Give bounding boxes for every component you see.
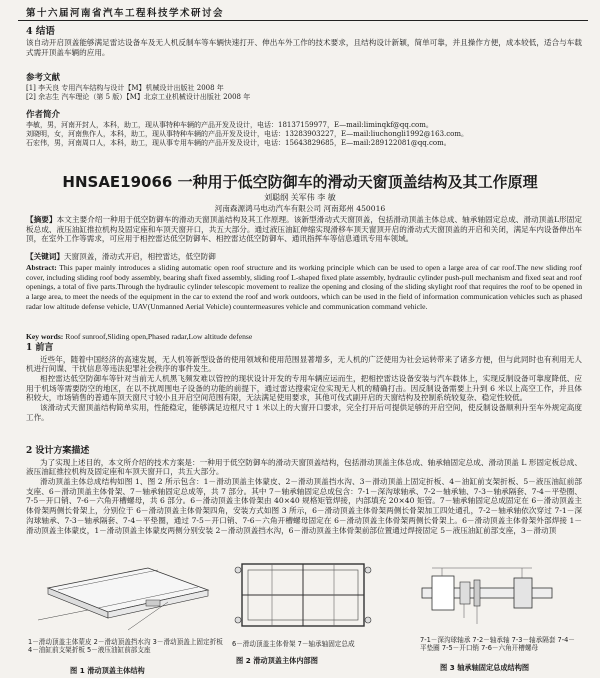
paper-title: HNSAE19066 一种用于低空防御车的滑动天窗顶盖结构及其工作原理	[62, 173, 538, 191]
author-intro-heading: 作者简介	[26, 110, 61, 120]
keywords-cn	[26, 252, 582, 262]
conclusion-text: 该自动开启顶盖能够满足雷达设备车及无人机反制车等车辆快速打开、伸出车外工作的技术要求，且结构设计新颖，简单可靠，并且操作方便，成本较低，适合与车载式需开顶盖车辆的应用。	[26, 38, 582, 57]
keywords-en-label: Key words:	[26, 332, 64, 341]
figure-1-roof-assembly-drawing	[28, 560, 218, 636]
figure-1-title: 图 1 滑动顶盖主体结构	[70, 666, 145, 675]
abstract-cn	[26, 215, 582, 244]
abstract-en-text: This paper mainly introduces a sliding automatic open roof structure and its working principle which can be used to open a large area of car roof.The new sliding roof cover, including sliding roof body assembly, bearing shaft fixed assembly, sliding roof L-shaped fixed plate assembly, hydraulic cylinder push-pull mechanism and fixed seat and roof openings, a total of five parts.Through the hydraulic cylinder telescopic movement to realize the opening and closing of the sliding skylight roof that requires the roof to be opened in a large area, to meet the needs of the equipment in the car to extend the roof and work outdoors, which can be used in the field of information communication vehicles such as phased radar low altitude defense vehicle, UAV(Unmanned Aerial Vehicle) countermeasures vehicle and communication command vehicle.	[26, 263, 582, 311]
figure-3-title: 图 3 轴承轴固定总成结构图	[440, 663, 530, 672]
author-intro-item: 刘晓明，女，河南焦作人，本科，助工，现从事特种车辆的产品开发及设计，电话：13283903227，E—mail:liuchongli1992@163.com。	[26, 129, 469, 138]
figure-1-caption: 1－滑动顶盖主体蒙皮 2－滑动顶盖挡水沟 3－滑动顶盖上固定折板 4－油缸前支架折板 5－液压油缸前部支座	[28, 638, 223, 655]
keywords-cn-label: 【关键词】	[26, 252, 64, 261]
section-design	[26, 446, 582, 535]
section-1-heading: 1 前言	[26, 343, 54, 353]
section-1-paragraph: 近些年，随着中国经济的高速发展，无人机等新型设备的使用领域和使用范围显著增多，无人机的广泛使用为社会运转带来了诸多方便，但与此同时也有利用无人机进行间谍、干扰信息等违法犯罪社会秩序的事件发生。	[26, 354, 582, 374]
conclusion-heading: 4 结语	[26, 26, 55, 37]
section-2-paragraph: 滑动顶盖主体总成结构如图 1、图 2 所示包含：1－滑动顶盖主体蒙皮、2－滑动顶盖挡水沟、3－滑动顶盖上固定折板、4－油缸前支架折板、5－液压油缸前部支座、6－滑动顶盖主体骨架、7－轴承轴固定总成等，共 7 部分。其中 7－轴承轴固定总成包含：7-1－深沟球轴承、7-2－轴承轴、7-3－轴承隔套、7-4－平垫圈、7-5－开口销、7-6－六角开槽螺母，共 6 部分。6－滑动顶盖主体骨架由 40×40 规格矩管焊接，内部填充 20×40 矩管。7－轴承轴固定总成固定在 6－滑动顶盖主体骨架两侧长骨架上，分别位于 6－滑动顶盖主体骨架四角，安装方式如图 3 所示，6－滑动顶盖主体骨架两侧长骨架加工四处通孔，7-2－轴承轴依次穿过 7-1－深沟球轴承、7-3－轴承隔套、7-4－平垫圈，通过 7-5－开口销、7-6－六角开槽螺母固定在 6－滑动顶盖主体骨架两侧长骨架上。6－滑动顶盖主体骨架外部焊接 1－滑动顶盖主体蒙皮，1－滑动顶盖主体蒙皮两侧分别安装 2－滑动顶盖挡水沟，6－滑动顶盖主体骨架前部位置通过焊接固定 5－液压油缸前部支座，3－滑动顶	[26, 476, 582, 535]
figure-3-caption: 7-1－深沟球轴承 7-2－轴承轴 7-3－轴承隔套 7-4－平垫圈 7-5－开口销 7-6－六角开槽螺母	[420, 636, 575, 653]
reference-item: [2] 余志生 汽车理论（第 5 版）【M】北京工业机械设计出版社 2008 年	[26, 92, 251, 101]
figure-3-bearing-shaft-drawing	[402, 558, 572, 632]
section-2-heading: 2 设计方案描述	[26, 446, 90, 456]
paper-affiliation: 河南森源鸿马电动汽车有限公司 河南郑州 450016	[214, 204, 386, 213]
figure-2-roof-frame-drawing	[228, 556, 378, 636]
running-header: 第十六届河南省汽车工程科技学术研讨会	[26, 8, 225, 19]
paper-authors: 刘聪纲 关军伟 李 敏	[264, 193, 336, 202]
author-intro-item: 石宏伟，男，河南周口人，本科，助工，现从事专用车辆的产品开发及设计，电话：15643829685，E—mail:289122081@qq.com。	[26, 138, 451, 147]
conclusion-section	[26, 26, 582, 58]
section-1-paragraph: 该滑动式天窗顶盖结构简单实用，性能稳定，能够满足边框尺寸 1 米以上的大窗开口要求，完全打开后可提供足够的开启空间，使反制设备顺利升至车外规定高度工作。	[26, 403, 582, 422]
reference-item: [1] 李天良 专用汽车结构与设计【M】机械设计出版社 2008 年	[26, 83, 224, 92]
abstract-en-label: Abstract:	[26, 263, 57, 272]
figure-2-title: 图 2 滑动顶盖主体内部图	[236, 656, 318, 665]
abstract-cn-label: 【摘要】	[26, 215, 57, 224]
abstract-cn-text: 本文主要介绍一种用于低空防御车的滑动天窗顶盖结构及其工作原理。该新型滑动式天窗顶盖，包括滑动顶盖主体总成、轴承轴固定总成、滑动顶盖L形固定板总成、液压油缸推拉机构及固定座和车顶天窗开口，共五大部分。通过液压油缸伸缩实现滑移车顶天窗顶开启的滑动式天窗顶盖的开启和关闭，满足车内设备伸出车顶，在室外工作等需求，可应用于相控雷达低空防御车、相控雷达低空防御车、通讯指挥车等信息通讯专用车领域。	[26, 215, 582, 244]
keywords-en-text: Roof sunroof,Sliding open,Phased radar,Low altitude defense	[65, 332, 253, 341]
references-heading: 参考文献	[26, 73, 61, 83]
keywords-cn-text: 天窗顶盖，滑动式开启，相控雷达，低空防御	[63, 252, 216, 261]
figure-2-caption: 6－滑动顶盖主体骨架 7－轴承轴固定总成	[232, 640, 355, 648]
section-2-paragraph: 为了实现上述目的，本文所介绍的技术方案是：一种用于低空防御车的滑动天窗顶盖结构，包括滑动顶盖主体总成、轴承轴固定总成、滑动顶盖 L 形固定板总成、液压油缸推拉机构及固定座和车顶天窗开口，共五大部分。	[26, 457, 582, 477]
keywords-en	[26, 332, 582, 342]
author-intro-item: 李敏，男，河南开封人，本科，助工，现从事特种车辆的产品开发及设计，电话：18137159977，E—mail:liminqkf@qq.com。	[26, 120, 433, 129]
abstract-en	[26, 263, 582, 312]
references-section	[26, 73, 582, 102]
section-introduction	[26, 343, 582, 423]
author-intro-section	[26, 110, 582, 148]
section-1-paragraph: 相控雷达低空防御车等针对当前无人机黑飞频发难以管控的现状设计开发的专用车辆应运而生，把相控雷达设备安装与汽车载体上，实现反制设备可靠度降低、应用于机场等需要防空的地区，在以不扰周围电子设备的功能的前提下，通过雷达搜索定位实现无人机的精确打击。因反制设备需要上升到 6 米以上高空工作，并且体积较大，市场销售的普通车顶天窗尺寸较小且开启空间范围有限，无法满足使用要求，其他可伐式副开启的天窗结构及控制系统较复杂、稳定性较低。	[26, 373, 582, 403]
